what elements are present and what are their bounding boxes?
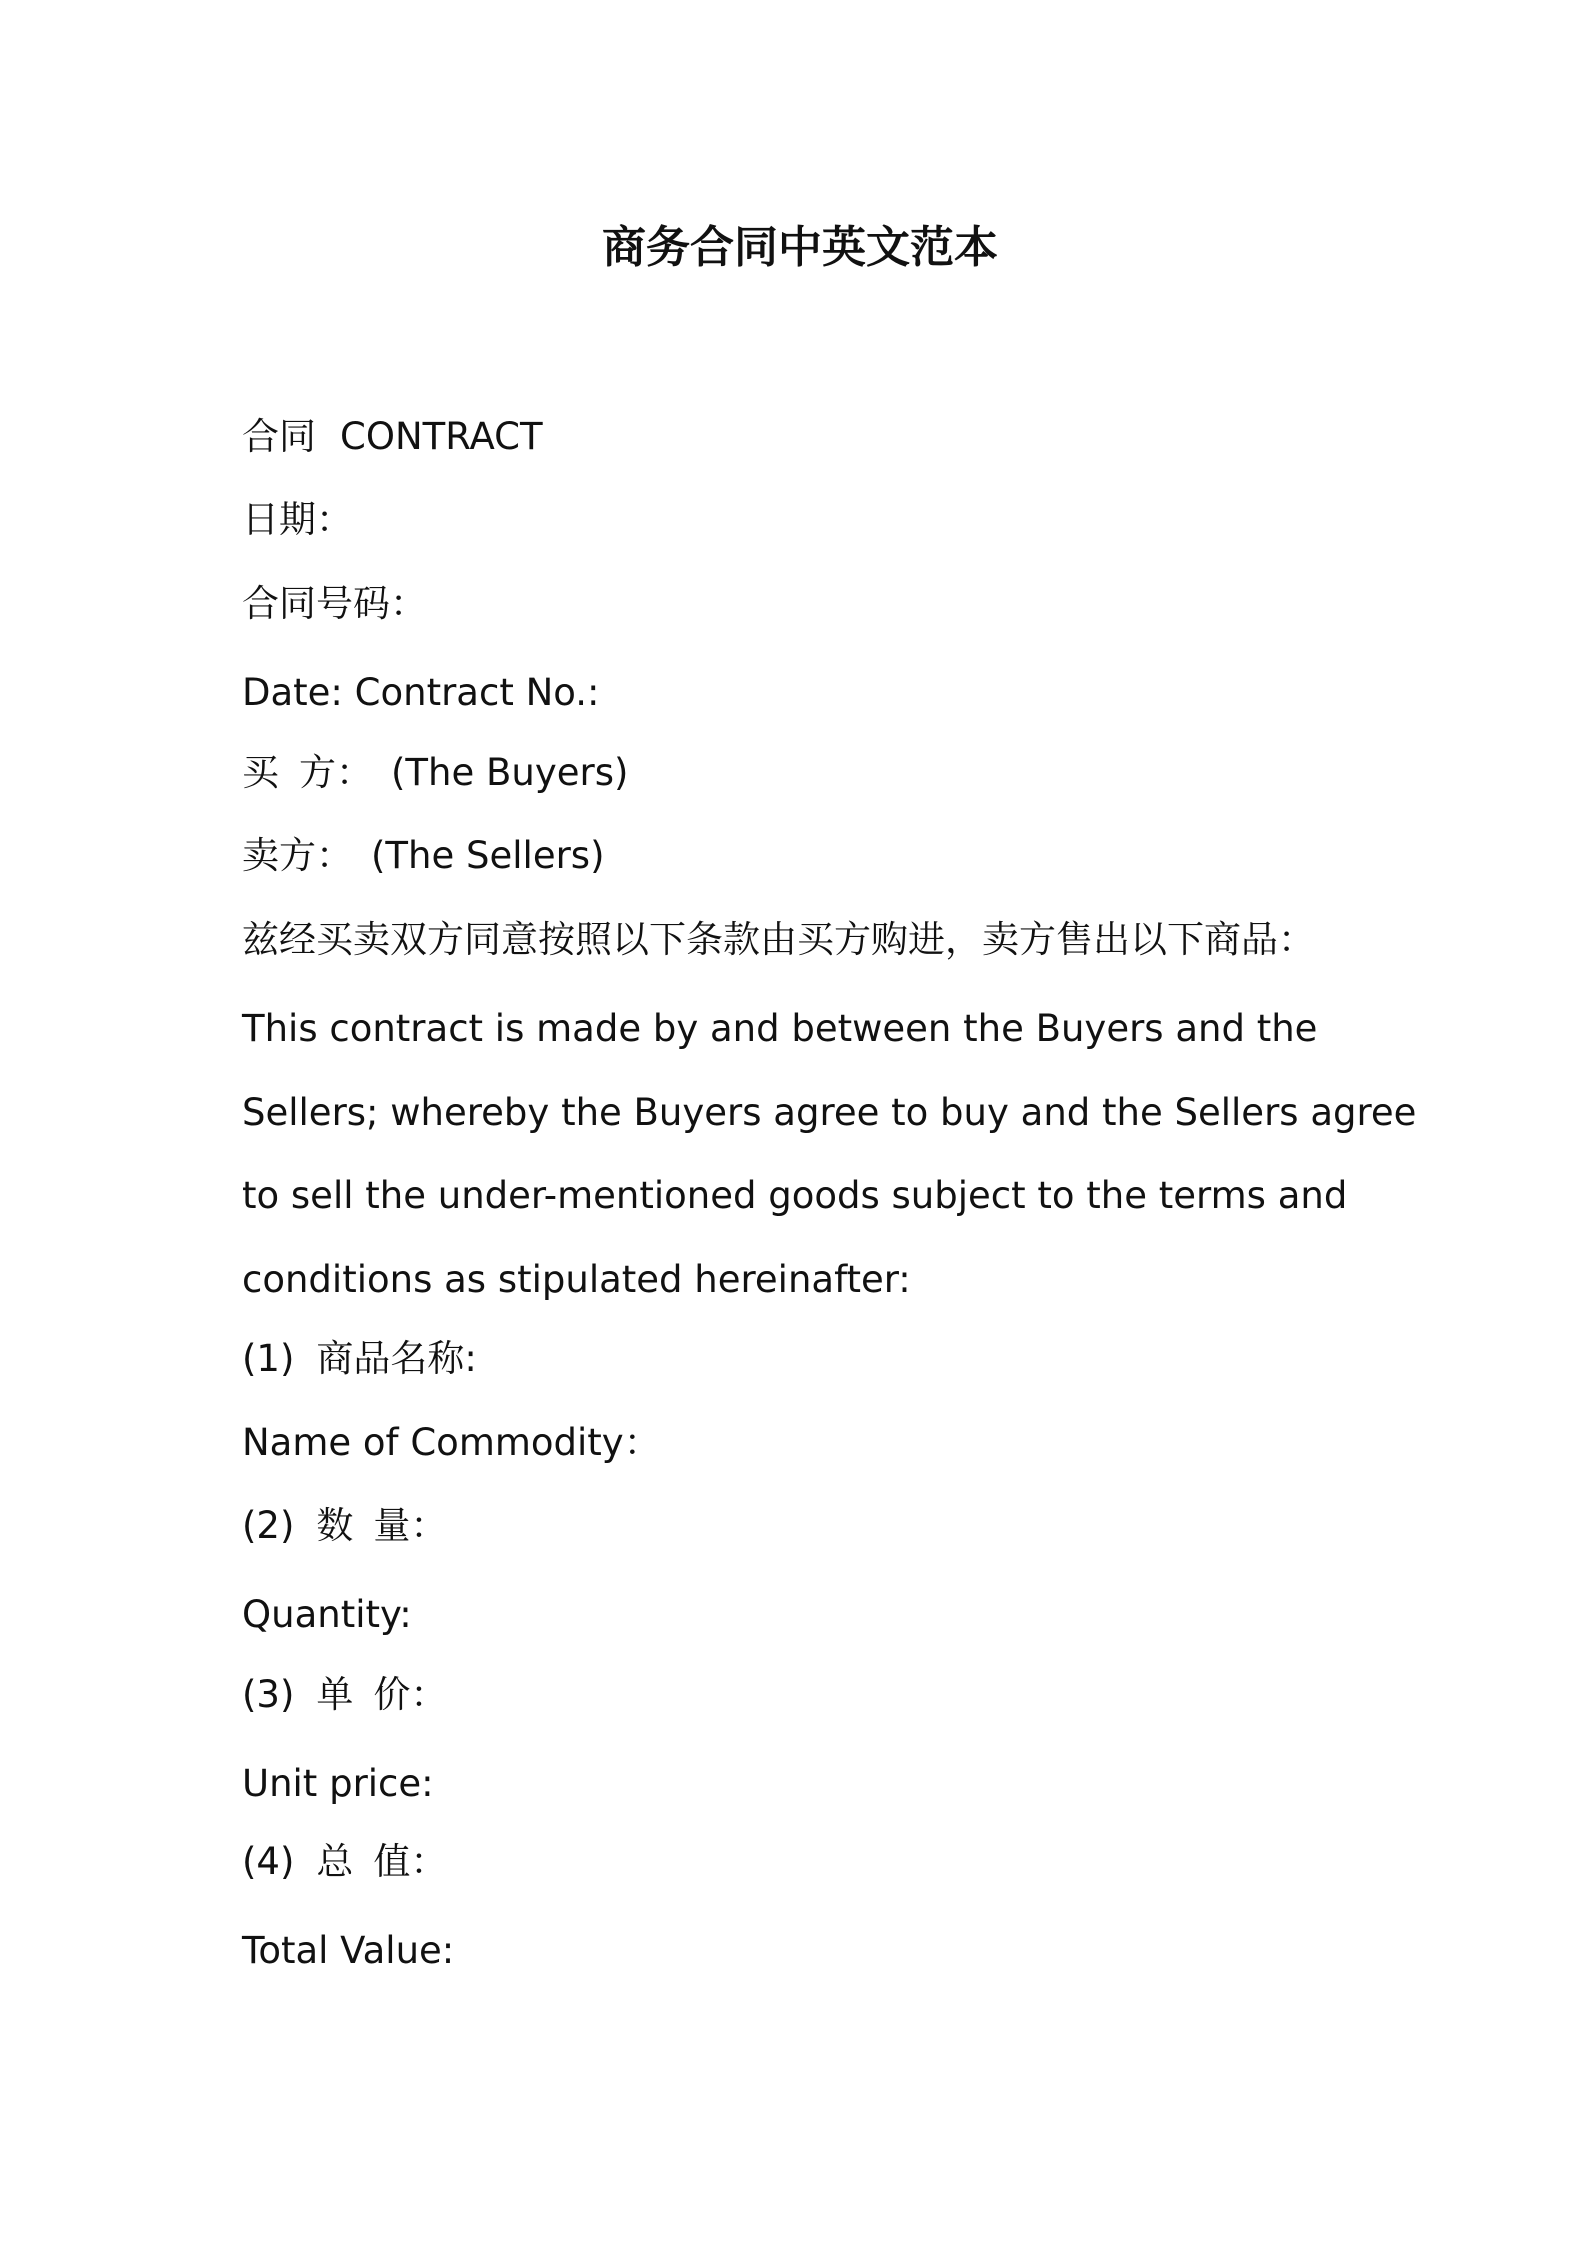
date-cn-label: 日期： <box>242 498 353 541</box>
contract-number-cn-label: 合同号码： <box>242 582 427 625</box>
item-label-cn: 商品名称: <box>316 1337 477 1380</box>
item-total-value-cn <box>242 1837 447 1887</box>
agreement-cn-text: 兹经买卖双方同意按照以下条款由买方购进，卖方售出以下商品： <box>242 918 1315 961</box>
date-contract-number-en-label: Date: Contract No.: <box>242 671 600 714</box>
item-label-cn-part: 值： <box>373 1840 448 1883</box>
contract-heading-cn: 合同 <box>242 415 316 458</box>
item-label-cn-part: 量： <box>373 1504 448 1547</box>
item-label-cn-part: 总 <box>316 1840 354 1883</box>
document-title: 商务合同中英文范本 <box>602 222 998 273</box>
item-number: (3) <box>242 1673 295 1716</box>
item-label-cn-part: 单 <box>316 1673 354 1716</box>
agreement-en-line: This contract is made by and between the Buyers and the <box>242 1007 1318 1050</box>
item-unit-price-cn <box>242 1670 447 1720</box>
agreement-en-line: conditions as stipulated hereinafter: <box>242 1258 911 1301</box>
item-quantity-cn <box>242 1501 447 1551</box>
seller-line <box>242 831 605 881</box>
item-unit-price-en: Unit price: <box>242 1762 434 1805</box>
buyer-label-cn-2: 方： <box>299 751 373 794</box>
contract-heading <box>242 412 543 462</box>
item-total-value-en: Total Value: <box>242 1929 455 1972</box>
item-label-cn-part: 数 <box>316 1504 354 1547</box>
buyer-label-cn-1: 买 <box>242 751 279 794</box>
item-number: (4) <box>242 1840 295 1883</box>
item-name-of-commodity-cn <box>242 1334 477 1384</box>
item-quantity-en: Quantity: <box>242 1593 412 1636</box>
seller-label-cn: 卖方： <box>242 834 353 877</box>
item-number: (1) <box>242 1337 295 1380</box>
item-number: (2) <box>242 1504 295 1547</box>
seller-label-en: (The Sellers) <box>371 834 605 877</box>
agreement-en-line: Sellers; whereby the Buyers agree to buy and the Sellers agree <box>242 1091 1417 1134</box>
agreement-en-line: to sell the under-mentioned goods subject to the terms and <box>242 1174 1348 1217</box>
item-name-of-commodity-en: Name of Commodity： <box>242 1421 661 1464</box>
contract-heading-en: CONTRACT <box>340 415 543 458</box>
buyer-line <box>242 748 628 798</box>
buyer-label-en: (The Buyers) <box>391 751 629 794</box>
item-label-cn-part: 价： <box>373 1673 448 1716</box>
